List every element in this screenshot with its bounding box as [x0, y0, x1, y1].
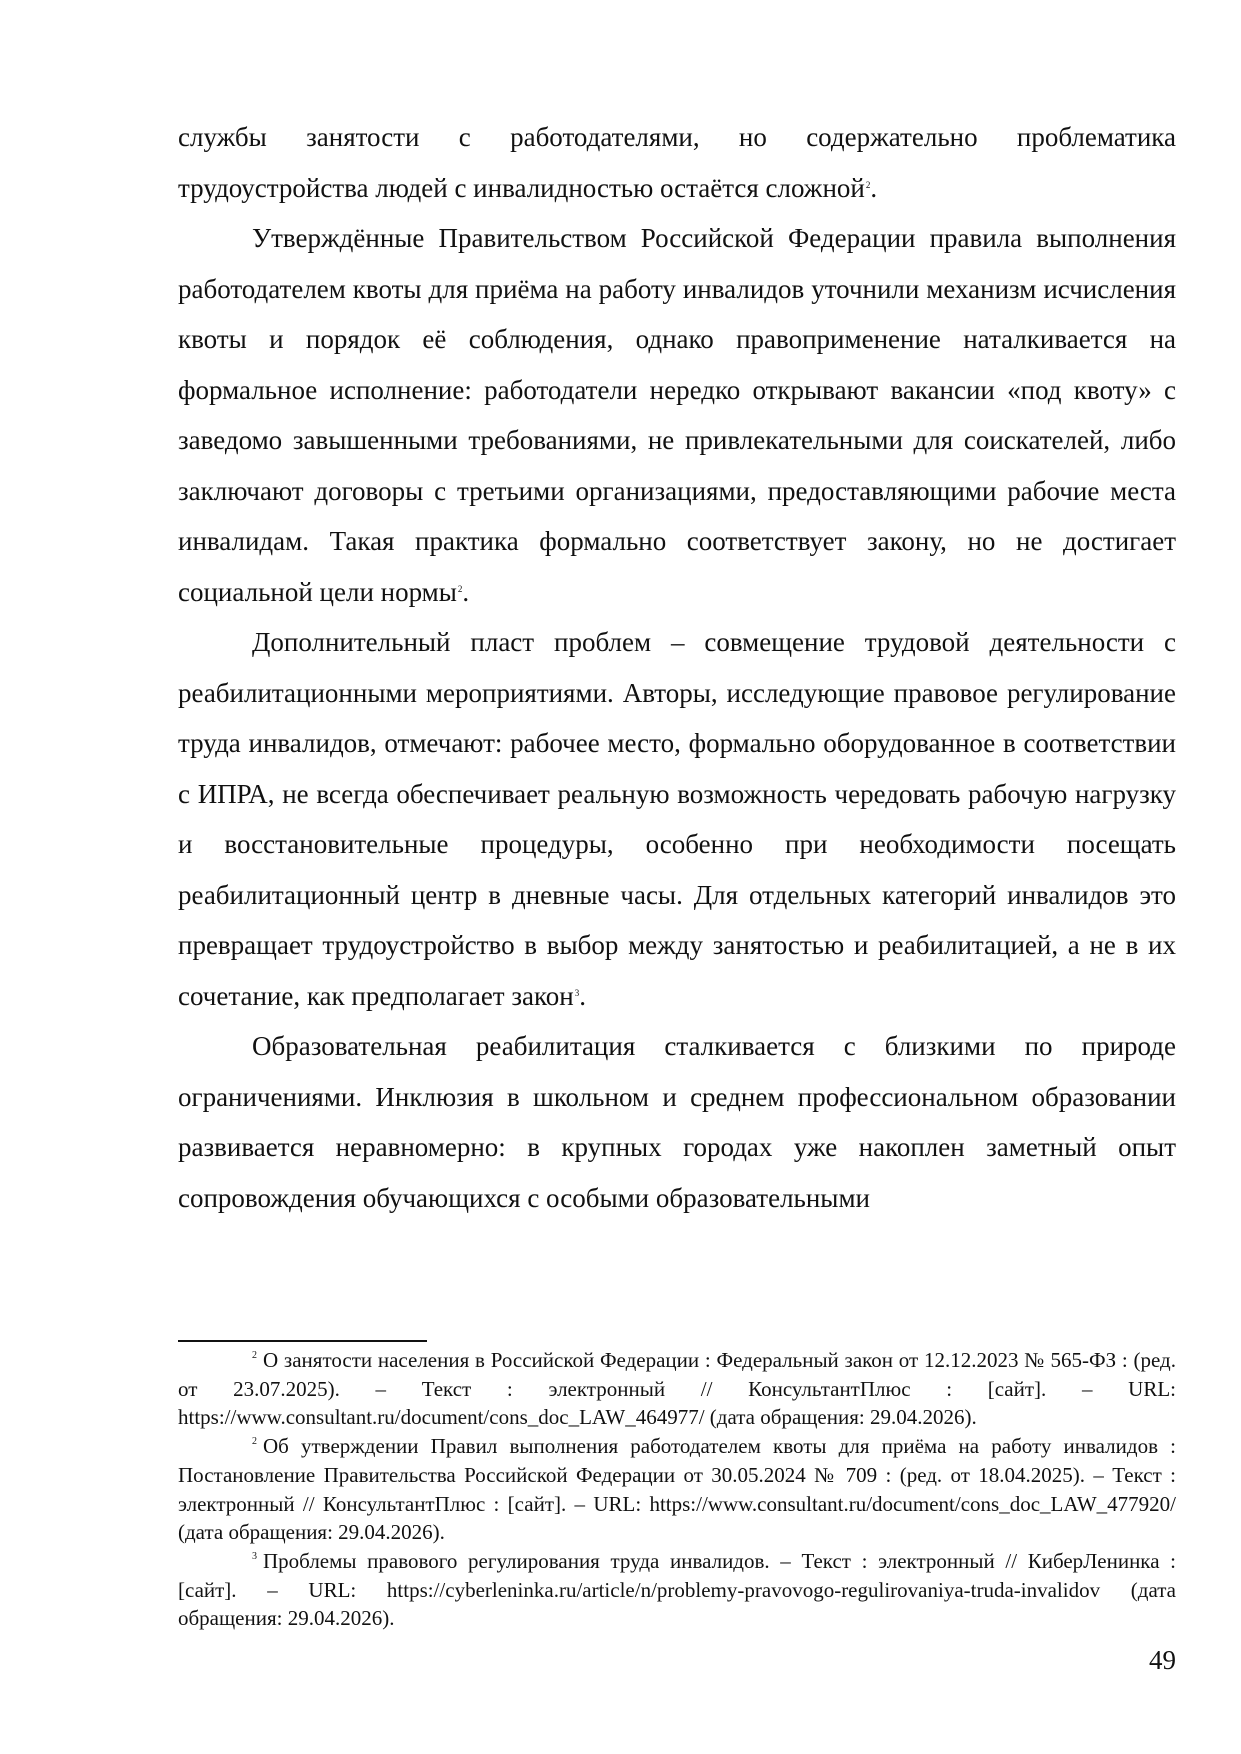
paragraph-text: Дополнительный пласт проблем – совмещение трудовой деятельности с реабилитационными мероприятиями. Авторы, исследующие правовое регулирование труда инвалидов, отмечают: рабочее место, формально оборудованное в соответствии с ИПРА, не всегда обеспечивает реальную возможность чередовать рабочую нагрузку и восстановительные процедуры, особенно при необходимости посещать реабилитационный центр в дневные часы. Для отдельных категорий инвалидов это превращает трудоустройство в выбор между занятостью и реабилитацией, а не в их сочетание, как предполагает закон	[178, 627, 1176, 1011]
footnote-mark: 2	[252, 1436, 257, 1448]
paragraph-rehabilitation	[178, 617, 1176, 1021]
paragraph-text: Утверждённые Правительством Российской Федерации правила выполнения работодателем квоты для приёма на работу инвалидов уточнили механизм исчисления квоты и порядок её соблюдения, однако правоприменение наталкивается на формальное исполнение: работодатели нередко открывают вакансии «под квоту» с заведомо завышенными требованиями, не привлекательными для соискателей, либо заключают договоры с третьими организациями, предоставляющими рабочие места инвалидам. Такая практика формально соответствует закону, но не достигает социальной цели нормы	[178, 223, 1176, 607]
paragraph-tail: .	[462, 576, 470, 607]
paragraph-quota-rules	[178, 213, 1176, 617]
page-body	[178, 112, 1176, 1223]
footnote-item	[178, 1547, 1176, 1633]
footnote-text: Проблемы правового регулирования труда инвалидов. – Текст : электронный // КиберЛенинка : [сайт]. – URL: https://cyberleninka.ru/article/n/problemy-pravovogo-regulirovaniya-truda-invalidov (дата обращения: 29.04.2026).	[178, 1548, 1176, 1631]
footnote-ref[interactable]: 2	[865, 179, 871, 190]
footnote-ref[interactable]: 3	[574, 987, 580, 998]
paragraph-text: службы занятости с работодателями, но содержательно проблематика трудоустройства людей с инвалидностью остаётся сложной	[178, 122, 1176, 203]
paragraph-tail: .	[870, 172, 878, 203]
page-number: 49	[1149, 1645, 1176, 1675]
paragraph-text: Образовательная реабилитация сталкивается с близкими по природе ограничениями. Инклюзия в школьном и среднем профессиональном образовании развивается неравномерно: в крупных городах уже накоплен заметный опыт сопровождения обучающихся с особыми образовательными	[178, 1031, 1176, 1213]
footnote-ref[interactable]: 2	[457, 583, 463, 594]
paragraph-education	[178, 1021, 1176, 1223]
footnotes	[178, 1346, 1176, 1633]
paragraph-tail: .	[579, 980, 586, 1011]
footnote-separator	[178, 1340, 427, 1342]
footnote-text: Об утверждении Правил выполнения работодателем квоты для приёма на работу инвалидов : Постановление Правительства Российской Федерации от 30.05.2024 № 709 : (ред. от 18.04.2025). – Текст : электронный // КонсультантПлюс : [сайт]. – URL: https://www.consultant.ru/document/cons_doc_LAW_477920/ (дата обращения: 29.04.2026).	[178, 1434, 1176, 1545]
paragraph-continued	[178, 112, 1176, 213]
footnote-text: О занятости населения в Российской Федерации : Федеральный закон от 12.12.2023 № 565-ФЗ : (ред. от 23.07.2025). – Текст : электронный // КонсультантПлюс : [сайт]. – URL: https://www.consultant.ru/document/cons_doc_LAW_464977/ (дата обращения: 29.04.2026).	[178, 1348, 1176, 1430]
footnote-item	[178, 1346, 1176, 1432]
footnote-mark: 2	[252, 1350, 257, 1361]
footnote-mark: 3	[252, 1550, 257, 1562]
footnote-item	[178, 1432, 1176, 1547]
